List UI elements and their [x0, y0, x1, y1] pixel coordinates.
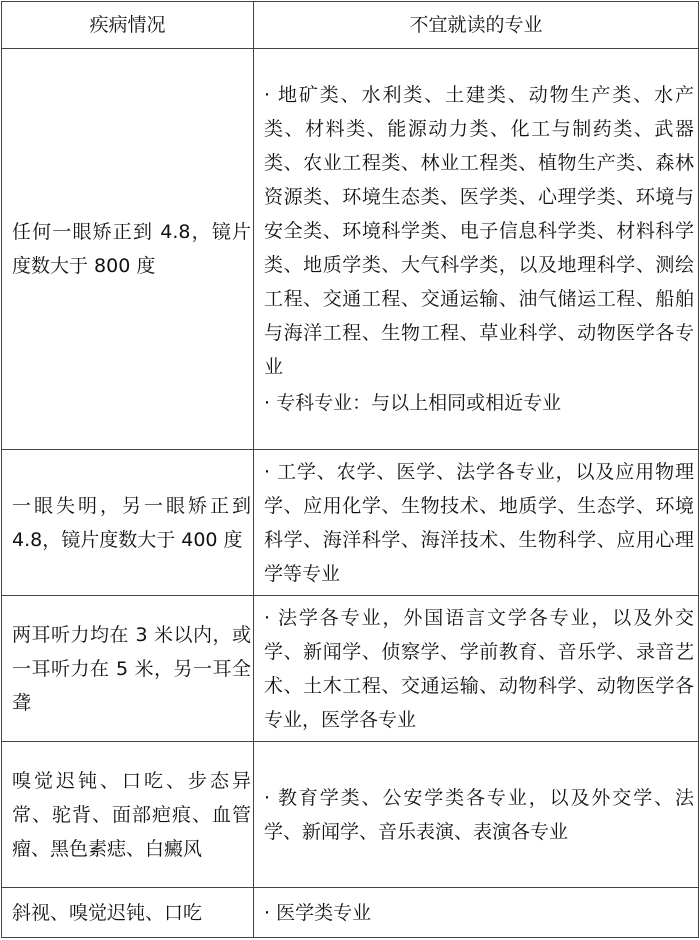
header-row: [2, 2, 699, 49]
condition-cell: 一眼失明，另一眼矫正到 4.8，镜片度数大于 400 度: [2, 450, 254, 596]
table-row: [2, 888, 699, 938]
condition-cell: 斜视、嗅觉迟钝、口吃: [2, 888, 254, 938]
table-row: [2, 49, 699, 450]
table-row: [2, 742, 699, 888]
condition-cell: 两耳听力均在 3 米以内，或一耳听力在 5 米，另一耳全聋: [2, 596, 254, 742]
condition-cell: 嗅觉迟钝、口吃、步态异常、驼背、面部疤痕、血管瘤、黑色素痣、白癜风: [2, 742, 254, 888]
unsuitable-majors-table: [1, 1, 699, 938]
table-row: [2, 596, 699, 742]
majors-cell: [254, 888, 699, 938]
table-row: [2, 450, 699, 596]
majors-cell: [254, 742, 699, 888]
majors-cell: [254, 49, 699, 450]
majors-cell: [254, 450, 699, 596]
majors-text: · 法学各专业，外国语言文学各专业，以及外交学、新闻学、侦察学、学前教育、音乐学、录音艺术、土木工程、交通运输、动物科学、动物医学各专业，医学各专业: [264, 606, 694, 731]
majors-text: · 地矿类、水利类、土建类、动物生产类、水产类、材料类、能源动力类、化工与制药类、武器类、农业工程类、林业工程类、植物生产类、森林资源类、环境生态类、医学类、心理学类、环境与安全类、环境科学类、电子信息科学类、材料科学类、地质学类、大气科学类，以及地理科学、测绘工程、交通工程、交通运输、油气储运工程、船舶与海洋工程、生物工程、草业科学、动物医学各专业: [264, 84, 694, 378]
majors-cell: [254, 596, 699, 742]
condition-cell: 任何一眼矫正到 4.8，镜片度数大于 800 度: [2, 49, 254, 450]
majors-text: · 教育学类、公安学类各专业，以及外交学、法学、新闻学、音乐表演、表演各专业: [264, 786, 694, 843]
header-condition: 疾病情况: [2, 2, 254, 49]
majors-text: · 工学、农学、医学、法学各专业，以及应用物理学、应用化学、生物技术、地质学、生态学、环境科学、海洋科学、海洋技术、生物科学、应用心理学等专业: [264, 460, 694, 585]
majors-text: · 医学类专业: [264, 901, 372, 924]
header-majors: 不宜就读的专业: [254, 2, 699, 49]
majors-note: · 专科专业：与以上相同或相近专业: [264, 392, 562, 414]
